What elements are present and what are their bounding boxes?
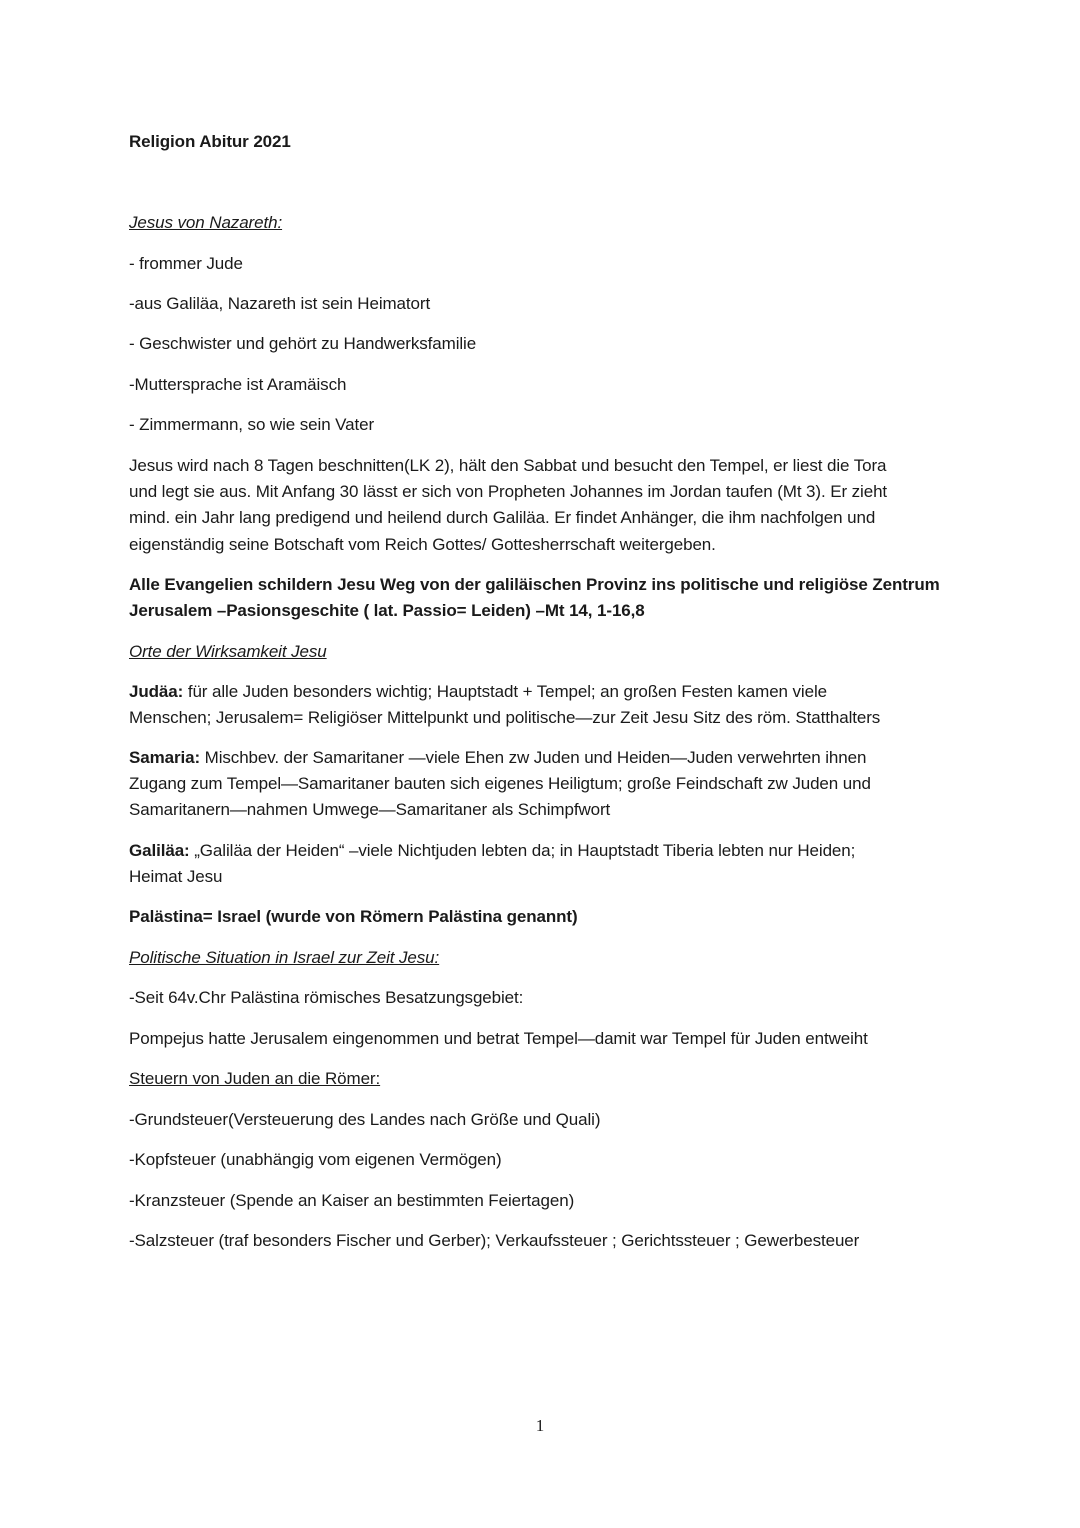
galilaea-line-2: Heimat Jesu xyxy=(129,867,223,886)
politik-line: -Seit 64v.Chr Palästina römisches Besatzungsgebiet: xyxy=(129,988,524,1007)
list-item: -Kranzsteuer (Spende an Kaiser an bestimmten Feiertagen) xyxy=(129,1191,575,1210)
paragraph-line: mind. ein Jahr lang predigend und heilend durch Galiläa. Er findet Anhänger, die ihm nachfolgen und xyxy=(129,508,876,527)
list-item: -Grundsteuer(Versteuerung des Landes nach Größe und Quali) xyxy=(129,1110,601,1129)
section-heading-politik: Politische Situation in Israel zur Zeit Jesu: xyxy=(129,948,440,967)
document-title: Religion Abitur 2021 xyxy=(129,132,291,151)
list-item: - Geschwister und gehört zu Handwerksfamilie xyxy=(129,334,477,353)
section-heading-jesus: Jesus von Nazareth: xyxy=(129,213,283,232)
list-item: -Kopfsteuer (unabhängig vom eigenen Vermögen) xyxy=(129,1150,502,1169)
samaria-text: Mischbev. der Samaritaner —viele Ehen zw Juden und Heiden—Juden verwehrten ihnen xyxy=(200,748,867,767)
paragraph-line: Jesus wird nach 8 Tagen beschnitten(LK 2), hält den Sabbat und besucht den Tempel, er liest die Tora xyxy=(129,456,887,475)
judaea-line-2: Menschen; Jerusalem= Religiöser Mittelpunkt und politische—zur Zeit Jesu Sitz des röm. Statthalters xyxy=(129,708,881,727)
section-heading-steuern: Steuern von Juden an die Römer: xyxy=(129,1069,381,1088)
paragraph-line: eigenständig seine Botschaft vom Reich Gottes/ Gottesherrschaft weitergeben. xyxy=(129,535,716,554)
section-heading-orte: Orte der Wirksamkeit Jesu xyxy=(129,642,327,661)
samaria-line-2: Zugang zum Tempel—Samaritaner bauten sich eigenes Heiligtum; große Feindschaft zw Juden und xyxy=(129,774,871,793)
list-item: - frommer Jude xyxy=(129,254,243,273)
bold-note-line: Jerusalem –Pasionsgeschite ( lat. Passio= Leiden) –Mt 14, 1-16,8 xyxy=(129,601,645,620)
list-item: - Zimmermann, so wie sein Vater xyxy=(129,415,375,434)
page-number: 1 xyxy=(535,1416,545,1435)
list-item: -Muttersprache ist Aramäisch xyxy=(129,375,347,394)
bold-note-line: Alle Evangelien schildern Jesu Weg von der galiläischen Provinz ins politische und religiöse Zentrum xyxy=(129,575,940,594)
samaria-line xyxy=(129,745,959,771)
galilaea-text: „Galiläa der Heiden“ –viele Nichtjuden lebten da; in Hauptstadt Tiberia lebten nur Heiden; xyxy=(189,841,856,860)
list-item: -Salzsteuer (traf besonders Fischer und Gerber); Verkaufssteuer ; Gerichtssteuer ; Gewerbesteuer xyxy=(129,1231,860,1250)
paragraph-line: und legt sie aus. Mit Anfang 30 lässt er sich von Propheten Johannes im Jordan taufen (Mt 3). Er zieht xyxy=(129,482,888,501)
judaea-text: für alle Juden besonders wichtig; Hauptstadt + Tempel; an großen Festen kamen viele xyxy=(183,682,827,701)
samaria-label: Samaria: xyxy=(129,748,201,767)
politik-line: Pompejus hatte Jerusalem eingenommen und betrat Tempel—damit war Tempel für Juden entweiht xyxy=(129,1029,868,1048)
judaea-line xyxy=(129,679,959,705)
judaea-label: Judäa: xyxy=(129,682,184,701)
galilaea-line xyxy=(129,838,959,864)
galilaea-label: Galiläa: xyxy=(129,841,190,860)
palaestina-note: Palästina= Israel (wurde von Römern Palästina genannt) xyxy=(129,907,578,926)
samaria-line-3: Samaritanern—nahmen Umwege—Samaritaner als Schimpfwort xyxy=(129,800,611,819)
list-item: -aus Galiläa, Nazareth ist sein Heimatort xyxy=(129,294,431,313)
